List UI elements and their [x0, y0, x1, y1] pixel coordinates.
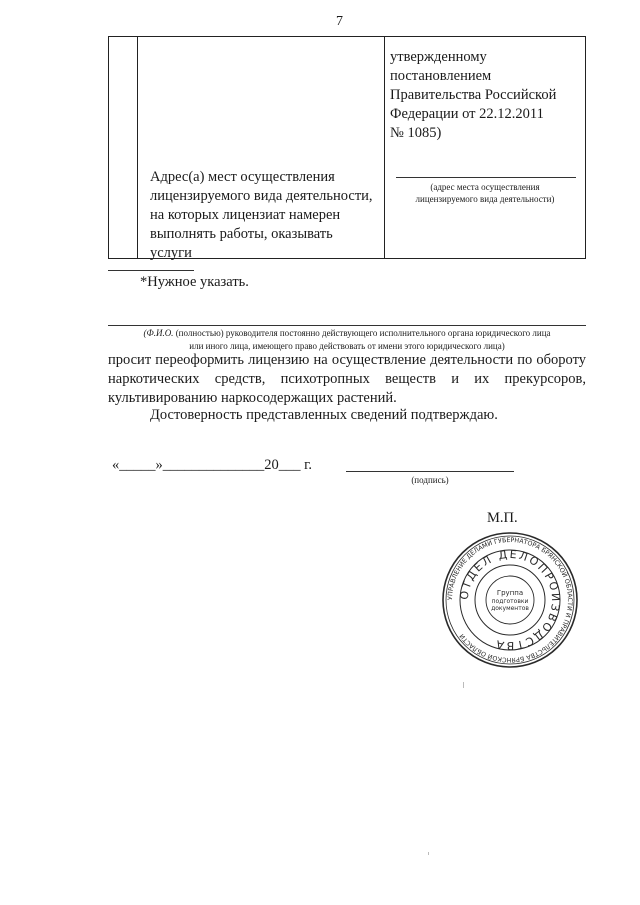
seal-label: М.П. — [487, 510, 518, 526]
stamp-seal-icon — [440, 530, 580, 670]
right-cell-line: постановлением — [390, 68, 492, 84]
table-right-cell — [390, 48, 580, 143]
table-column-divider-1 — [137, 36, 139, 259]
address-caption — [390, 181, 580, 205]
table-column-divider-2 — [384, 36, 386, 259]
confirmation-text: Достоверность представленных сведений подтверждаю. — [150, 407, 498, 423]
stamp-center-line: Группа — [496, 589, 524, 597]
stamp-center-line: подготовки — [491, 598, 529, 605]
table-top-border — [108, 36, 586, 38]
footnote-rule — [108, 270, 194, 271]
address-fill-line[interactable] — [396, 177, 576, 178]
table-border-left — [108, 36, 110, 259]
right-cell-line: утвержденному — [390, 49, 487, 65]
date-field[interactable]: «_____»______________20___ г. — [112, 457, 313, 473]
address-caption-line: (адрес места осуществления — [430, 182, 540, 192]
footnote: *Нужное указать. — [140, 274, 249, 290]
stamp-middle-text: ОТДЕЛ ДЕЛОПРОИЗВОДСТВА — [457, 547, 563, 653]
fio-caption — [108, 327, 586, 353]
left-cell-line: Адрес(а) мест осуществления — [150, 169, 335, 185]
table-border-right — [585, 36, 587, 259]
stamp-center-line: документов — [491, 605, 529, 612]
scan-speck — [428, 852, 429, 855]
right-cell-line: Федерации от 22.12.2011 — [390, 106, 544, 122]
left-cell-line: услуги — [150, 245, 192, 261]
right-cell-line: № 1085) — [390, 125, 442, 141]
fio-caption-prefix: (Ф.И.О. — [143, 328, 174, 338]
page-number: 7 — [336, 14, 343, 29]
fio-caption-line1: (полностью) руководителя постоянно действующего исполнительного органа юридического лица — [173, 328, 551, 338]
table-left-cell — [150, 168, 380, 263]
signature-caption: (подпись) — [411, 475, 449, 485]
right-cell-line: Правительства Российской — [390, 87, 557, 103]
fio-fill-line[interactable] — [108, 325, 586, 326]
address-caption-line: лицензируемого вида деятельности) — [415, 194, 555, 204]
fio-caption-line2: или иного лица, имеющего право действовать от имени этого юридического лица) — [189, 341, 505, 351]
left-cell-line: на которых лицензиат намерен — [150, 207, 341, 223]
left-cell-line: выполнять работы, оказывать — [150, 226, 333, 242]
scan-speck — [463, 682, 464, 688]
stamp-outer-text: УПРАВЛЕНИЕ ДЕЛАМИ ГУБЕРНАТОРА БРЯНСКОЙ ОБЛАСТИ И ПРАВИТЕЛЬСТВА БРЯНСКОЙ ОБЛАСТИ — [446, 536, 574, 664]
left-cell-line: лицензируемого вида деятельности, — [150, 188, 373, 204]
signature-line[interactable] — [346, 471, 514, 472]
body-paragraph: просит переоформить лицензию на осуществление деятельности по обороту наркотических средств, психотропных веществ и их прекурсоров, культивированию наркосодержащих растений. — [108, 352, 586, 406]
